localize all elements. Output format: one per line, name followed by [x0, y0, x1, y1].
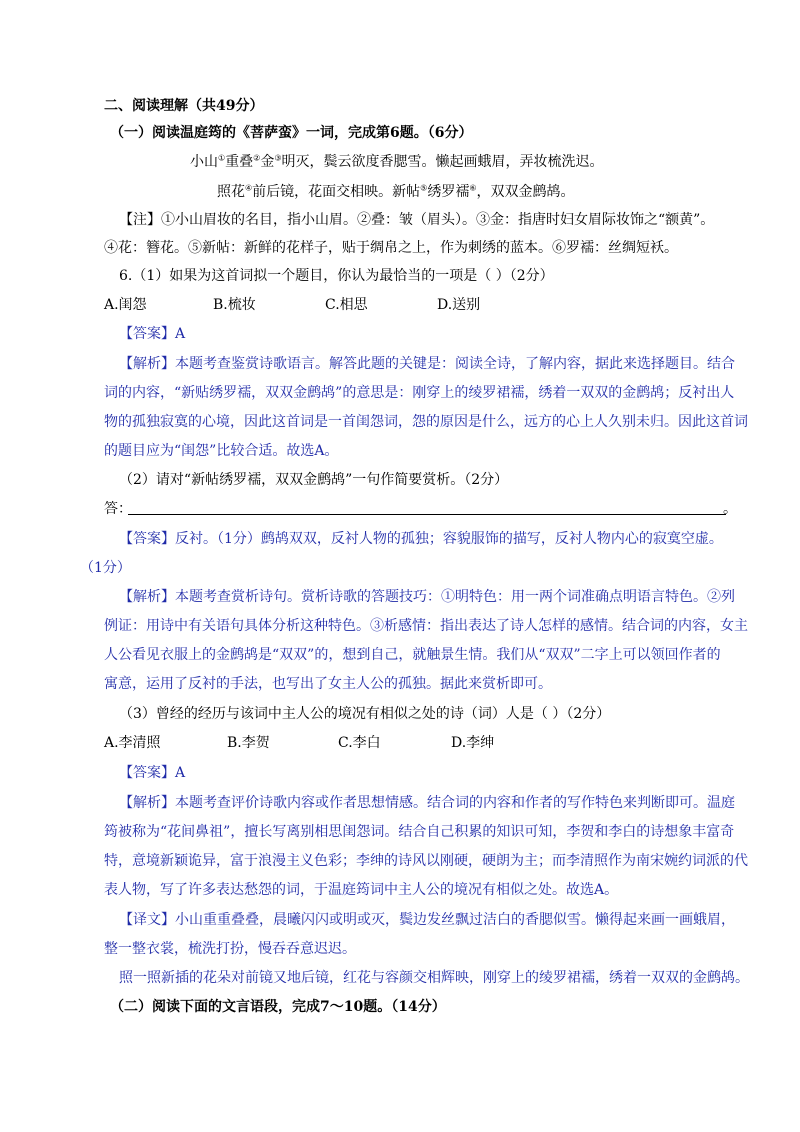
translation-line: 照一照新插的花朵对前镜又地后镜，红花与容颜交相辉映，刚穿上的绫罗裙襦，绣着一双双的金鹧鸪。: [119, 970, 749, 986]
answer-blank[interactable]: [128, 513, 726, 515]
analysis-line: 人公看见衣服上的金鹧鸪是“双双”的，想到自己，就触景生情。我们从“双双”二字上可以领回作者的: [104, 647, 721, 663]
poem-text: ，双双金鹧鸪。: [476, 184, 575, 200]
section-title: 二、阅读理解（共49分）: [104, 98, 264, 114]
analysis-line: 的题目应为“闺怨”比较合适。故选A。: [104, 443, 339, 459]
option-b: B.李贺: [227, 735, 270, 751]
option-d: D.李绅: [451, 735, 495, 751]
part1-title: （一）阅读温庭筠的《菩萨蛮》一词，完成第6题。（6分）: [110, 125, 473, 141]
option-a: A.闺怨: [104, 297, 147, 313]
answer-label: 答：: [104, 501, 132, 517]
poem-text: 照花: [217, 184, 245, 200]
answer: 【答案】A: [119, 326, 186, 342]
question-6-3: （3）曾经的经历与该词中主人公的境况有相似之处的诗（词）人是（ ）（2分）: [119, 706, 611, 722]
poem-text: 明灭，鬓云欲度香腮雪。懒起画蛾眉，弄妆梳洗迟。: [281, 154, 604, 170]
analysis-line: 寓意，运用了反衬的手法，也写出了女主人公的孤独。据此来赏析即可。: [104, 676, 552, 692]
footnote-mark: ②: [253, 153, 261, 163]
poem-text: 绣罗襦: [427, 184, 470, 200]
poem-text: 金: [260, 154, 275, 170]
note-line: 【注】①小山眉妆的名目，指小山眉。②叠：皱（眉头）。③金：指唐时妇女眉际妆饰之“额黄”。: [119, 212, 715, 228]
answer: （1分）: [80, 560, 131, 576]
option-b: B.梳妆: [213, 297, 256, 313]
footnote-mark: ①: [218, 153, 226, 163]
footnote-mark: ⑤: [420, 183, 428, 193]
answer: 【答案】反衬。（1分）鹧鸪双双，反衬人物的孤独；容貌服饰的描写，反衬人物内心的寂寞空虚。: [119, 531, 723, 547]
analysis-line: 表人物，写了许多表达愁怨的词，于温庭筠词中主人公的境况有相似之处。故选A。: [104, 882, 619, 898]
analysis-line: 特，意境新颖诡异，富于浪漫主义色彩；李绅的诗风以刚硬，硬朗为主；而李清照作为南宋婉约词派的代: [104, 853, 748, 869]
poem-text: 小山: [190, 154, 218, 170]
poem-text: 重叠: [225, 154, 254, 170]
answer-end-mark: 。: [723, 501, 737, 517]
footnote-mark: ⑥: [469, 183, 477, 193]
translation-line: 整一整衣裳，梳洗打扮，慢吞吞意迟迟。: [104, 941, 356, 957]
answer: 【答案】A: [119, 765, 186, 781]
analysis-line: 筠被称为“花间鼻祖”，擅长写离别相思闺怨词。结合自己积累的知识可知，李贺和李白的诗想象丰富奇: [104, 824, 735, 840]
footnote-mark: ④: [245, 183, 253, 193]
analysis-line: 【解析】本题考查赏析诗句。赏析诗歌的答题技巧：①明特色：用一两个词准确点明语言特色。②列: [119, 589, 735, 605]
analysis-line: 物的孤独寂寞的心境，因此这首词是一首闺怨词，怨的原因是什么，远方的心上人久别未归。因此这首词: [104, 414, 748, 430]
part2-title: （二）阅读下面的文言语段，完成7～10题。（14分）: [110, 999, 446, 1015]
poem-line-1: [190, 153, 604, 171]
note-line: ④花：簪花。⑤新帖：新鲜的花样子，贴于绸帛之上，作为刺绣的蓝本。⑥罗襦：丝绸短袄。: [104, 240, 678, 256]
analysis-line: 【解析】本题考查评价诗歌内容或作者思想情感。结合词的内容和作者的写作特色来判断即可。温庭: [119, 795, 735, 811]
question-6-2: （2）请对“新帖绣罗襦，双双金鹧鸪”一句作简要赏析。（2分）: [119, 472, 509, 488]
analysis-line: 【解析】本题考查鉴赏诗歌语言。解答此题的关键是：阅读全诗，了解内容，据此来选择题目。结合: [119, 356, 735, 372]
poem-line-2: [217, 183, 575, 201]
poem-text: 前后镜，花面交相映。新帖: [252, 184, 421, 200]
option-d: D.送别: [437, 297, 481, 313]
footnote-mark: ③: [274, 153, 282, 163]
analysis-line: 词的内容，“新贴绣罗襦，双双金鹧鸪”的意思是：刚穿上的绫罗裙襦，绣着一双双的金鹧鸪；反衬出人: [104, 385, 735, 401]
translation-line: 【译文】小山重重叠叠，晨曦闪闪或明或灭，鬓边发丝飘过洁白的香腮似雪。懒得起来画一画蛾眉，: [119, 912, 735, 928]
option-c: C.相思: [325, 297, 368, 313]
option-a: A.李清照: [104, 735, 161, 751]
analysis-line: 例证：用诗中有关语句具体分析这种特色。③析感情：指出表达了诗人怎样的感情。结合词的内容，女主: [104, 618, 748, 634]
question-6-1: 6.（1）如果为这首词拟一个题目，你认为最恰当的一项是（ ）（2分）: [119, 268, 554, 284]
option-c: C.李白: [338, 735, 381, 751]
